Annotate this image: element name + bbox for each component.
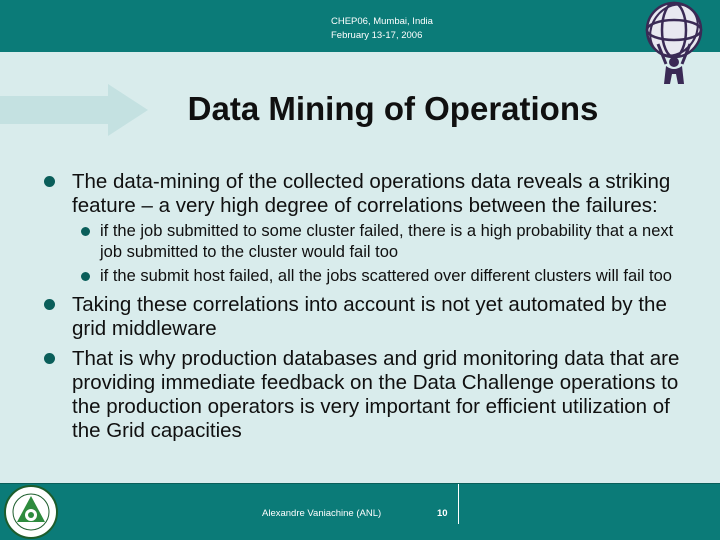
argonne-lab-seal-icon bbox=[0, 482, 62, 540]
bullet-icon bbox=[44, 299, 55, 310]
bullet-list bbox=[44, 170, 694, 443]
bullet-icon bbox=[44, 176, 55, 187]
page-number: 10 bbox=[437, 508, 448, 519]
bullet-icon bbox=[44, 353, 55, 364]
bullet-item bbox=[44, 293, 694, 341]
bullet-icon bbox=[81, 272, 90, 281]
conference-info bbox=[331, 15, 433, 43]
bullet-text: The data-mining of the collected operations data reveals a striking feature – a very high degree of correlations between the failures: bbox=[72, 170, 671, 217]
page-number-divider bbox=[458, 484, 459, 524]
footer-author: Alexandre Vaniachine (ANL) bbox=[262, 508, 382, 519]
sub-bullet-item bbox=[44, 221, 694, 263]
bullet-icon bbox=[81, 227, 90, 236]
slide-title: Data Mining of Operations bbox=[187, 90, 599, 127]
atlas-logo-icon bbox=[628, 0, 720, 100]
bullet-item bbox=[44, 347, 694, 443]
sub-bullet-item bbox=[44, 266, 694, 287]
bullet-item bbox=[44, 170, 694, 218]
bullet-text: That is why production databases and grid monitoring data that are providing immediate feedback on the Data Challenge operations to the production operators is very important for efficient utilization of the Grid capacities bbox=[72, 347, 680, 442]
bullet-text: Taking these correlations into account is not yet automated by the grid middleware bbox=[72, 293, 667, 340]
conference-line-2: February 13-17, 2006 bbox=[331, 30, 423, 41]
sub-bullet-text: if the submit host failed, all the jobs scattered over different clusters will fail too bbox=[100, 267, 672, 285]
conference-line-1: CHEP06, Mumbai, India bbox=[331, 16, 433, 27]
sub-bullet-text: if the job submitted to some cluster failed, there is a high probability that a next job submitted to the cluster would fail too bbox=[100, 222, 674, 261]
